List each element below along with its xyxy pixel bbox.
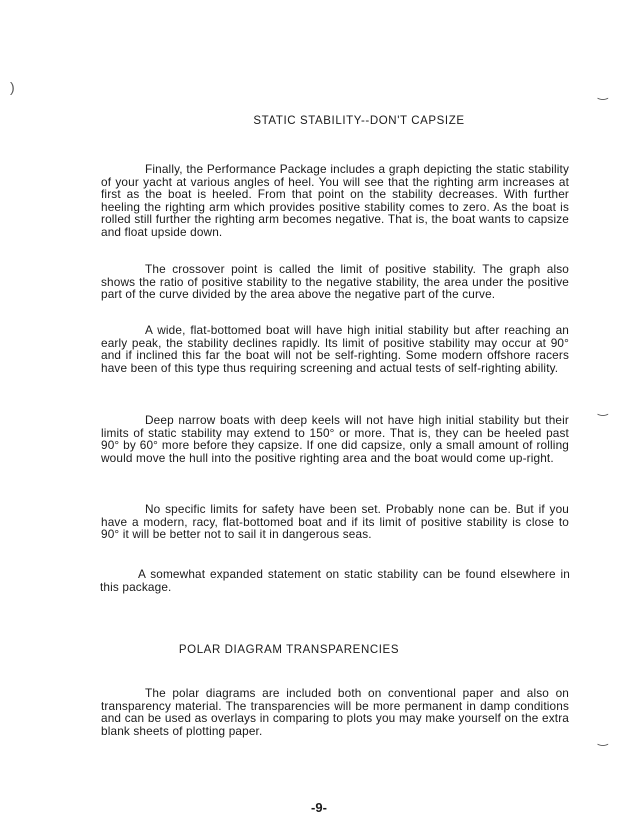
paragraph: The polar diagrams are included both on conventional paper and also on transparency material. The transparencies will be more permanent in damp conditions and can be used as overlays in comparing to plots you may make yourself on the extra blank sheets of plotting paper. — [101, 686, 569, 738]
margin-mark: ‿ — [598, 86, 608, 100]
margin-mark: ‿ — [598, 732, 608, 746]
margin-mark: ) — [10, 79, 15, 95]
paragraph: A wide, flat-bottomed boat will have high initial stability but after reaching an early peak, the stability declines rapidly. Its limit of positive stability may occur at 90° and if inclined this far the boat will not be self-righting. Some modern offshore racers have been of this type thus requiring screening and actual tests of self-righting ability. — [101, 323, 569, 375]
page-number: -9- — [311, 800, 327, 815]
paragraph: No specific limits for safety have been set. Probably none can be. But if you have a modern, racy, flat-bottomed boat and if its limit of positive stability is close to 90° it will be better not to sail it in dangerous seas. — [101, 502, 569, 542]
paragraph: A somewhat expanded statement on static stability can be found elsewhere in this package. — [100, 567, 570, 594]
section-heading-static-stability: STATIC STABILITY--DON'T CAPSIZE — [253, 115, 465, 127]
paragraph: Deep narrow boats with deep keels will not have high initial stability but their limits of static stability may extend to 150° or more. That is, they can be heeled past 90° by 60° more before they capsize. If one did capsize, only a small amount of rolling would move the hull into the positive righting area and the boat would come up-right. — [101, 413, 569, 465]
margin-mark: ‿ — [598, 402, 608, 416]
section-heading-polar-diagram: POLAR DIAGRAM TRANSPARENCIES — [178, 644, 400, 656]
paragraph: The crossover point is called the limit of positive stability. The graph also shows the ratio of positive stability to the negative stability, the area under the positive part of the curve divided by the area above the negative part of the curve. — [101, 262, 569, 302]
paragraph: Finally, the Performance Package includes a graph depicting the static stability of your yacht at various angles of heel. You will see that the righting arm increases at first as the boat is heeled. From that point on the stability decreases. With further heeling the righting arm which provides positive stability comes to zero. As the boat is rolled still further the righting arm becomes negative. That is, the boat wants to capsize and float upside down. — [101, 162, 569, 239]
